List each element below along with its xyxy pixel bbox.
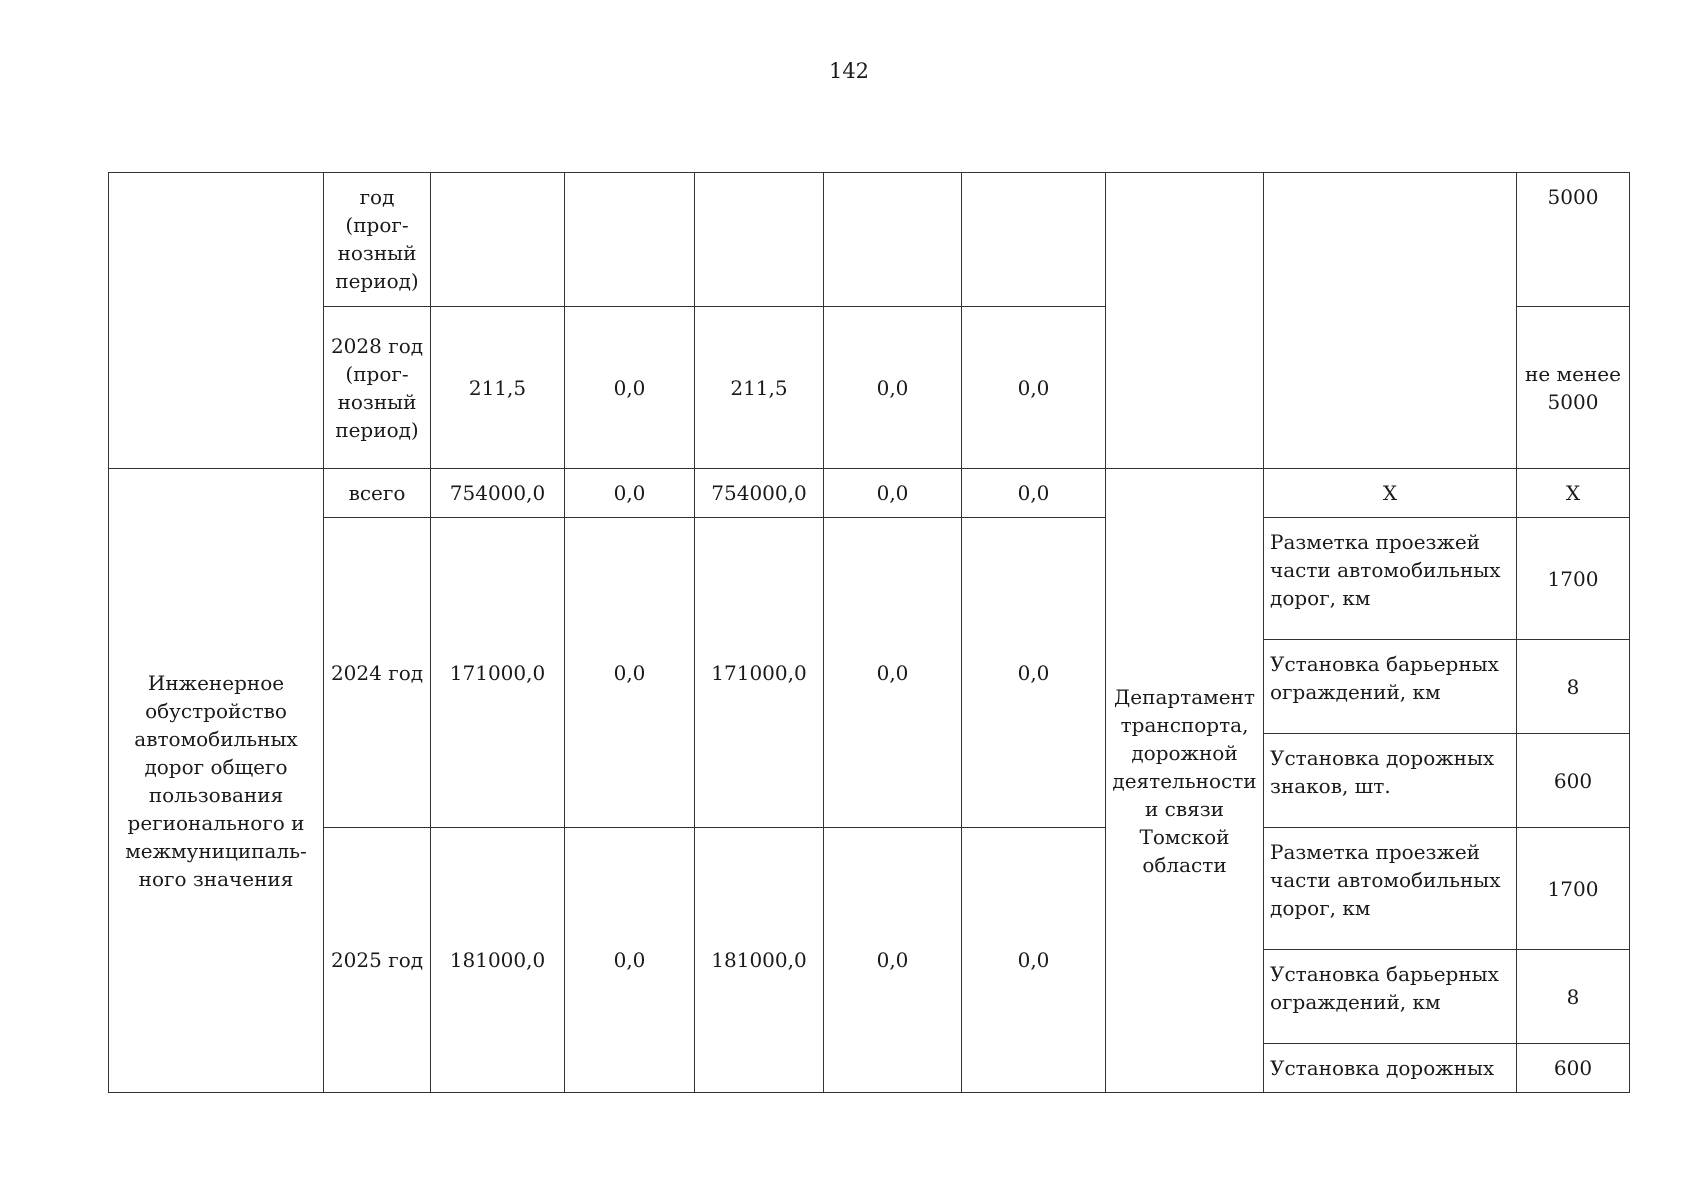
indicator-value-cell: 8 bbox=[1517, 950, 1630, 1044]
indicator-value-cell: 1700 bbox=[1517, 518, 1630, 640]
federal-cell: 0,0 bbox=[565, 469, 695, 518]
total-cell: 171000,0 bbox=[431, 518, 565, 828]
indicator-value-cell: 600 bbox=[1517, 734, 1630, 828]
local-cell: 0,0 bbox=[824, 518, 962, 828]
federal-cell: 0,0 bbox=[565, 307, 695, 469]
indicator-name-cell: Установка барьерных ограждений, км bbox=[1264, 640, 1517, 734]
indicator-value-cell: 1700 bbox=[1517, 828, 1630, 950]
federal-cell bbox=[565, 173, 695, 307]
regional-cell bbox=[695, 173, 824, 307]
indicator-name-cell: Установка дорожных знаков, шт. bbox=[1264, 734, 1517, 828]
indicator-value-cell: не менее 5000 bbox=[1517, 307, 1630, 469]
period-cell: 2028 год (прог-нозный период) bbox=[324, 307, 431, 469]
other-cell: 0,0 bbox=[962, 307, 1106, 469]
executor-cell: Департамент транспорта, дорожной деятельности и связи Томской области bbox=[1106, 469, 1264, 1093]
local-cell: 0,0 bbox=[824, 307, 962, 469]
program-table bbox=[108, 172, 1630, 1093]
total-cell: 181000,0 bbox=[431, 828, 565, 1093]
total-cell: 211,5 bbox=[431, 307, 565, 469]
indicator-value-cell: Х bbox=[1517, 469, 1630, 518]
regional-cell: 754000,0 bbox=[695, 469, 824, 518]
indicator-name-cell: Разметка проезжей части автомобильных дорог, км bbox=[1264, 518, 1517, 640]
other-cell bbox=[962, 173, 1106, 307]
local-cell: 0,0 bbox=[824, 828, 962, 1093]
table-row bbox=[109, 173, 1630, 307]
indicator-name-cell: Разметка проезжей части автомобильных дорог, км bbox=[1264, 828, 1517, 950]
other-cell: 0,0 bbox=[962, 828, 1106, 1093]
period-cell: всего bbox=[324, 469, 431, 518]
regional-cell: 171000,0 bbox=[695, 518, 824, 828]
period-cell: 2024 год bbox=[324, 518, 431, 828]
total-cell: 754000,0 bbox=[431, 469, 565, 518]
period-cell: 2025 год bbox=[324, 828, 431, 1093]
table-row bbox=[109, 828, 1630, 950]
federal-cell: 0,0 bbox=[565, 828, 695, 1093]
indicator-name-empty bbox=[1264, 173, 1517, 469]
indicator-name-cell: Установка дорожных bbox=[1264, 1044, 1517, 1093]
other-cell: 0,0 bbox=[962, 469, 1106, 518]
activity-cell-empty bbox=[109, 173, 324, 469]
regional-cell: 181000,0 bbox=[695, 828, 824, 1093]
indicator-value-cell: 5000 bbox=[1517, 173, 1630, 307]
page-number: 142 bbox=[828, 59, 870, 83]
activity-name-cell: Инженерное обустройство автомобильных дорог общего пользования регионального и межмуниципаль-ного значения bbox=[109, 469, 324, 1093]
local-cell: 0,0 bbox=[824, 469, 962, 518]
local-cell bbox=[824, 173, 962, 307]
other-cell: 0,0 bbox=[962, 518, 1106, 828]
indicator-value-cell: 8 bbox=[1517, 640, 1630, 734]
indicator-value-cell: 600 bbox=[1517, 1044, 1630, 1093]
executor-cell-empty bbox=[1106, 173, 1264, 469]
regional-cell: 211,5 bbox=[695, 307, 824, 469]
indicator-name-cell: Установка барьерных ограждений, км bbox=[1264, 950, 1517, 1044]
indicator-name-cell: Х bbox=[1264, 469, 1517, 518]
total-cell bbox=[431, 173, 565, 307]
federal-cell: 0,0 bbox=[565, 518, 695, 828]
period-cell: год (прог-нозный период) bbox=[324, 173, 431, 307]
table-row bbox=[109, 469, 1630, 518]
table-row bbox=[109, 518, 1630, 640]
